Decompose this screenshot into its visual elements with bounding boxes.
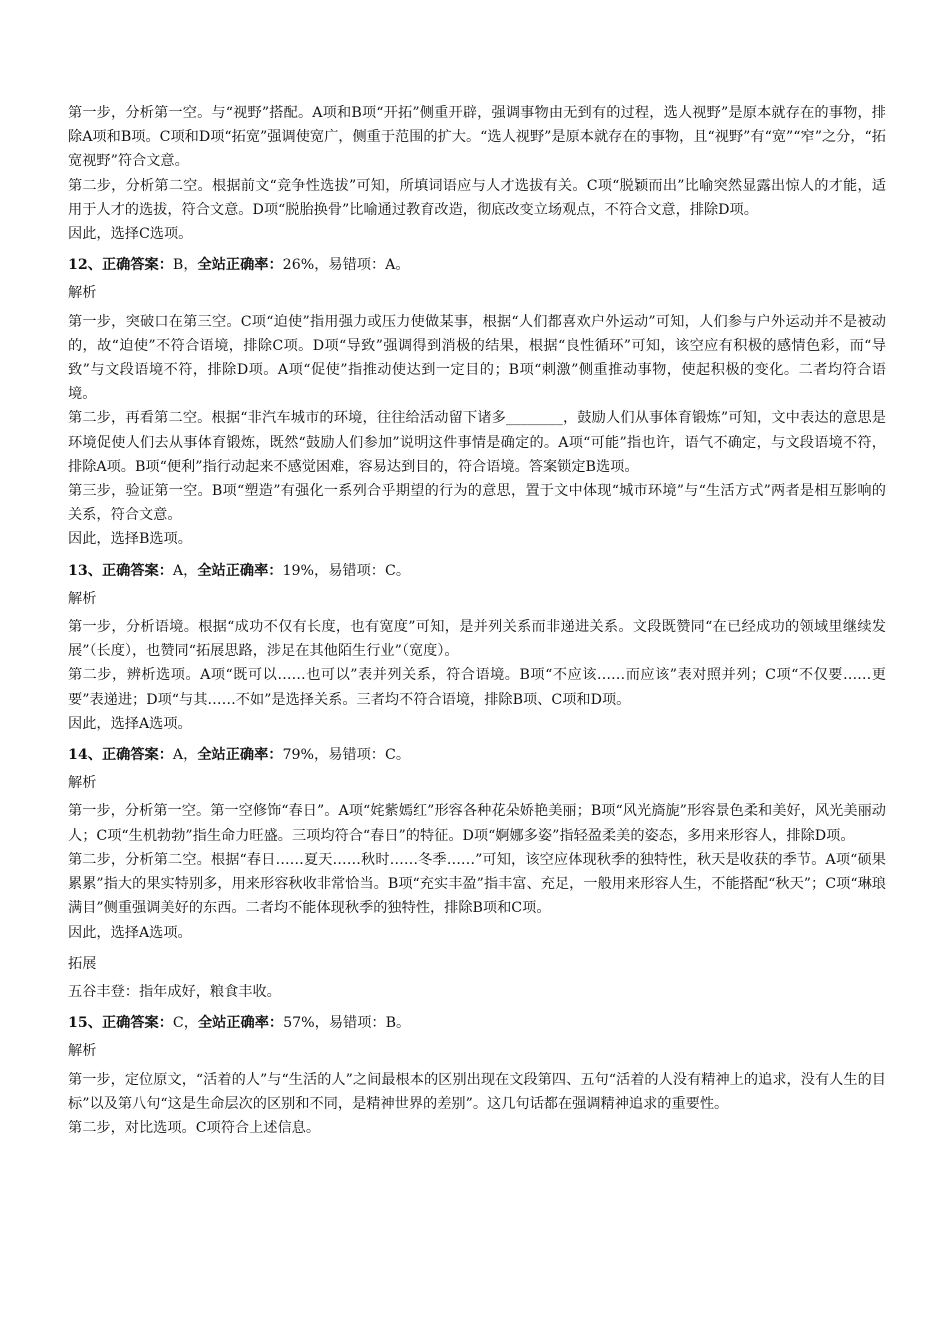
q12-conclusion: 因此，选择B选项。: [68, 531, 192, 548]
q14-rate: 79%: [282, 747, 315, 764]
q13-rate-label: 全站正确率：: [197, 562, 283, 579]
q15-answer-line: [68, 1011, 886, 1035]
q12-sep: ，: [183, 257, 198, 274]
q13-number: 13、: [68, 562, 102, 579]
q11-paragraph-1: 第一步，分析第一空。与“视野”搭配。A项和B项“开拓”侧重开辟，强调事物由无到有的过程，选人视野”是原本就存在的事物，排除A项和B项。C项和D项“拓宽”强调使宽广，侧重于范围的扩大。“选人视野”是原本就存在的事物，且“视野”有“宽”“窄”之分，“拓宽视野”符合文意。: [68, 105, 886, 170]
q12-rate-label: 全站正确率：: [197, 257, 283, 274]
q13-conclusion: 因此，选择A选项。: [68, 715, 192, 732]
q14-rate-label: 全站正确率：: [197, 747, 283, 764]
q12-wrong-label: ，易错项：: [314, 257, 386, 274]
q15-rate: 57%: [283, 1015, 315, 1032]
q13-wrong: C。: [384, 562, 411, 579]
q13-analysis-label: 解析: [68, 590, 97, 607]
q14-sep: ，: [183, 747, 198, 764]
q14-answer-line: [68, 743, 886, 767]
q15-number: 15、: [68, 1015, 102, 1032]
q12-wrong: A。: [385, 257, 410, 274]
q14-answer-label: 正确答案：: [101, 747, 173, 764]
q12-answer: B: [172, 257, 184, 274]
q13-rate: 19%: [282, 562, 315, 579]
q12-answer-label: 正确答案：: [101, 257, 173, 274]
q12-paragraph-1: 第一步，突破口在第三空。C项“迫使”指用强力或压力使做某事，根据“人们都喜欢户外运动”可知，人们参与户外运动并不是被动的，故“迫使”不符合语境，排除C项。D项“导致”强调得到消极的结果，根据“良性循环”可知，该空应有积极的感情色彩，而“导致”与文段语境不符，排除D项。A项“促使”指推动使达到一定目的；B项“刺激”侧重推动事物，使起积极的变化。二者均符合语境。: [68, 313, 886, 403]
q15-wrong-label: ，易错项：: [314, 1015, 386, 1032]
q14-number: 14、: [68, 747, 102, 764]
q14-answer: A: [172, 747, 184, 764]
q12-answer-line: [68, 253, 886, 277]
q14-extension-label: 拓展: [68, 955, 97, 972]
q13-answer-label: 正确答案：: [101, 562, 173, 579]
q15-paragraph-1: 第一步，定位原文，“活着的人”与“生活的人”之间最根本的区别出现在文段第四、五句“活着的人没有精神上的追求，没有人生的目标”以及第八句“这是生命层次的区别和不同，是精神世界的差别”。这几句话都在强调精神追求的重要性。: [68, 1071, 886, 1112]
q15-sep: ，: [183, 1015, 198, 1032]
q13-paragraph-1: 第一步，分析语境。根据“成功不仅有长度，也有宽度”可知，是并列关系而非递进关系。文段既赞同“在已经成功的领域里继续发展”（长度），也赞同“拓展思路，涉足在其他陌生行业”（宽度）。: [68, 619, 886, 660]
q12-paragraph-3: 第三步，验证第一空。B项“塑造”有强化一系列合乎期望的行为的意思，置于文中体现“城市环境”与“生活方式”两者是相互影响的关系，符合文意。: [68, 483, 886, 524]
q13-answer-line: [68, 559, 886, 583]
q13-answer: A: [172, 562, 184, 579]
q14-wrong: C。: [384, 747, 411, 764]
q12-paragraph-2: 第二步，再看第二空。根据“非汽车城市的环境，往往给活动留下诸多________，鼓励人们从事体育锻炼”可知，文中表达的意思是环境促使人们去从事体育锻炼，既然“鼓励人们参加”说明这件事情是确定的。A项“可能”指也许，语气不确定，与文段语境不符，排除A项。B项“便利”指行动起来不感觉困难，容易达到目的，符合语境。答案锁定B选项。: [68, 410, 886, 475]
q12-rate: 26%: [282, 257, 315, 274]
q15-paragraph-2: 第二步，对比选项。C项符合上述信息。: [68, 1119, 321, 1136]
q15-rate-label: 全站正确率：: [197, 1015, 284, 1032]
q14-paragraph-2: 第二步，分析第二空。根据“春日……夏天……秋时……冬季……”可知，该空应体现秋季的独特性，秋天是收获的季节。A项“硕果累累”指大的果实特别多，用来形容秋收非常恰当。B项“充实丰盈”指丰富、充足，一般用来形容人生，不能搭配“秋天”；C项“琳琅满目”侧重强调美好的东西。二者均不能体现秋季的独特性，排除B项和C项。: [68, 851, 886, 917]
q12-analysis-label: 解析: [68, 285, 97, 302]
q15-answer-label: 正确答案：: [101, 1015, 173, 1032]
q14-conclusion: 因此，选择A选项。: [68, 924, 192, 941]
q14-paragraph-1: 第一步，分析第一空。第一空修饰“春日”。A项“姹紫嫣红”形容各种花朵娇艳美丽；B项“风光旖旎”形容景色柔和美好，风光美丽动人；C项“生机勃勃”指生命力旺盛。三项均符合“春日”的特征。D项“婀娜多姿”指轻盈柔美的姿态，多用来形容人，排除D项。: [68, 803, 886, 844]
q14-analysis-label: 解析: [68, 775, 97, 792]
q14-wrong-label: ，易错项：: [314, 747, 385, 764]
q15-analysis-label: 解析: [68, 1043, 97, 1060]
q13-wrong-label: ，易错项：: [314, 562, 385, 579]
q15-answer: C: [172, 1015, 184, 1032]
q15-wrong: B。: [385, 1015, 411, 1032]
q13-paragraph-2: 第二步，辨析选项。A项“既可以……也可以”表并列关系，符合语境。B项“不应该……而应该”表对照并列；C项“不仅要……更要”表递进；D项“与其……不如”是选择关系。三者均不符合语境，排除B项、C项和D项。: [68, 667, 886, 708]
q11-paragraph-2: 第二步，分析第二空。根据前文“竞争性选拔”可知，所填词语应与人才选拔有关。C项“脱颖而出”比喻突然显露出惊人的才能，适用于人才的选拔，符合文意。D项“脱胎换骨”比喻通过教育改造，彻底改变立场观点，不符合文意，排除D项。: [68, 177, 886, 218]
q11-conclusion: 因此，选择C选项。: [68, 226, 193, 243]
q12-number: 12、: [68, 257, 102, 274]
q14-extension: 五谷丰登：指年成好，粮食丰收。: [68, 983, 281, 1000]
q13-sep: ，: [183, 562, 198, 579]
